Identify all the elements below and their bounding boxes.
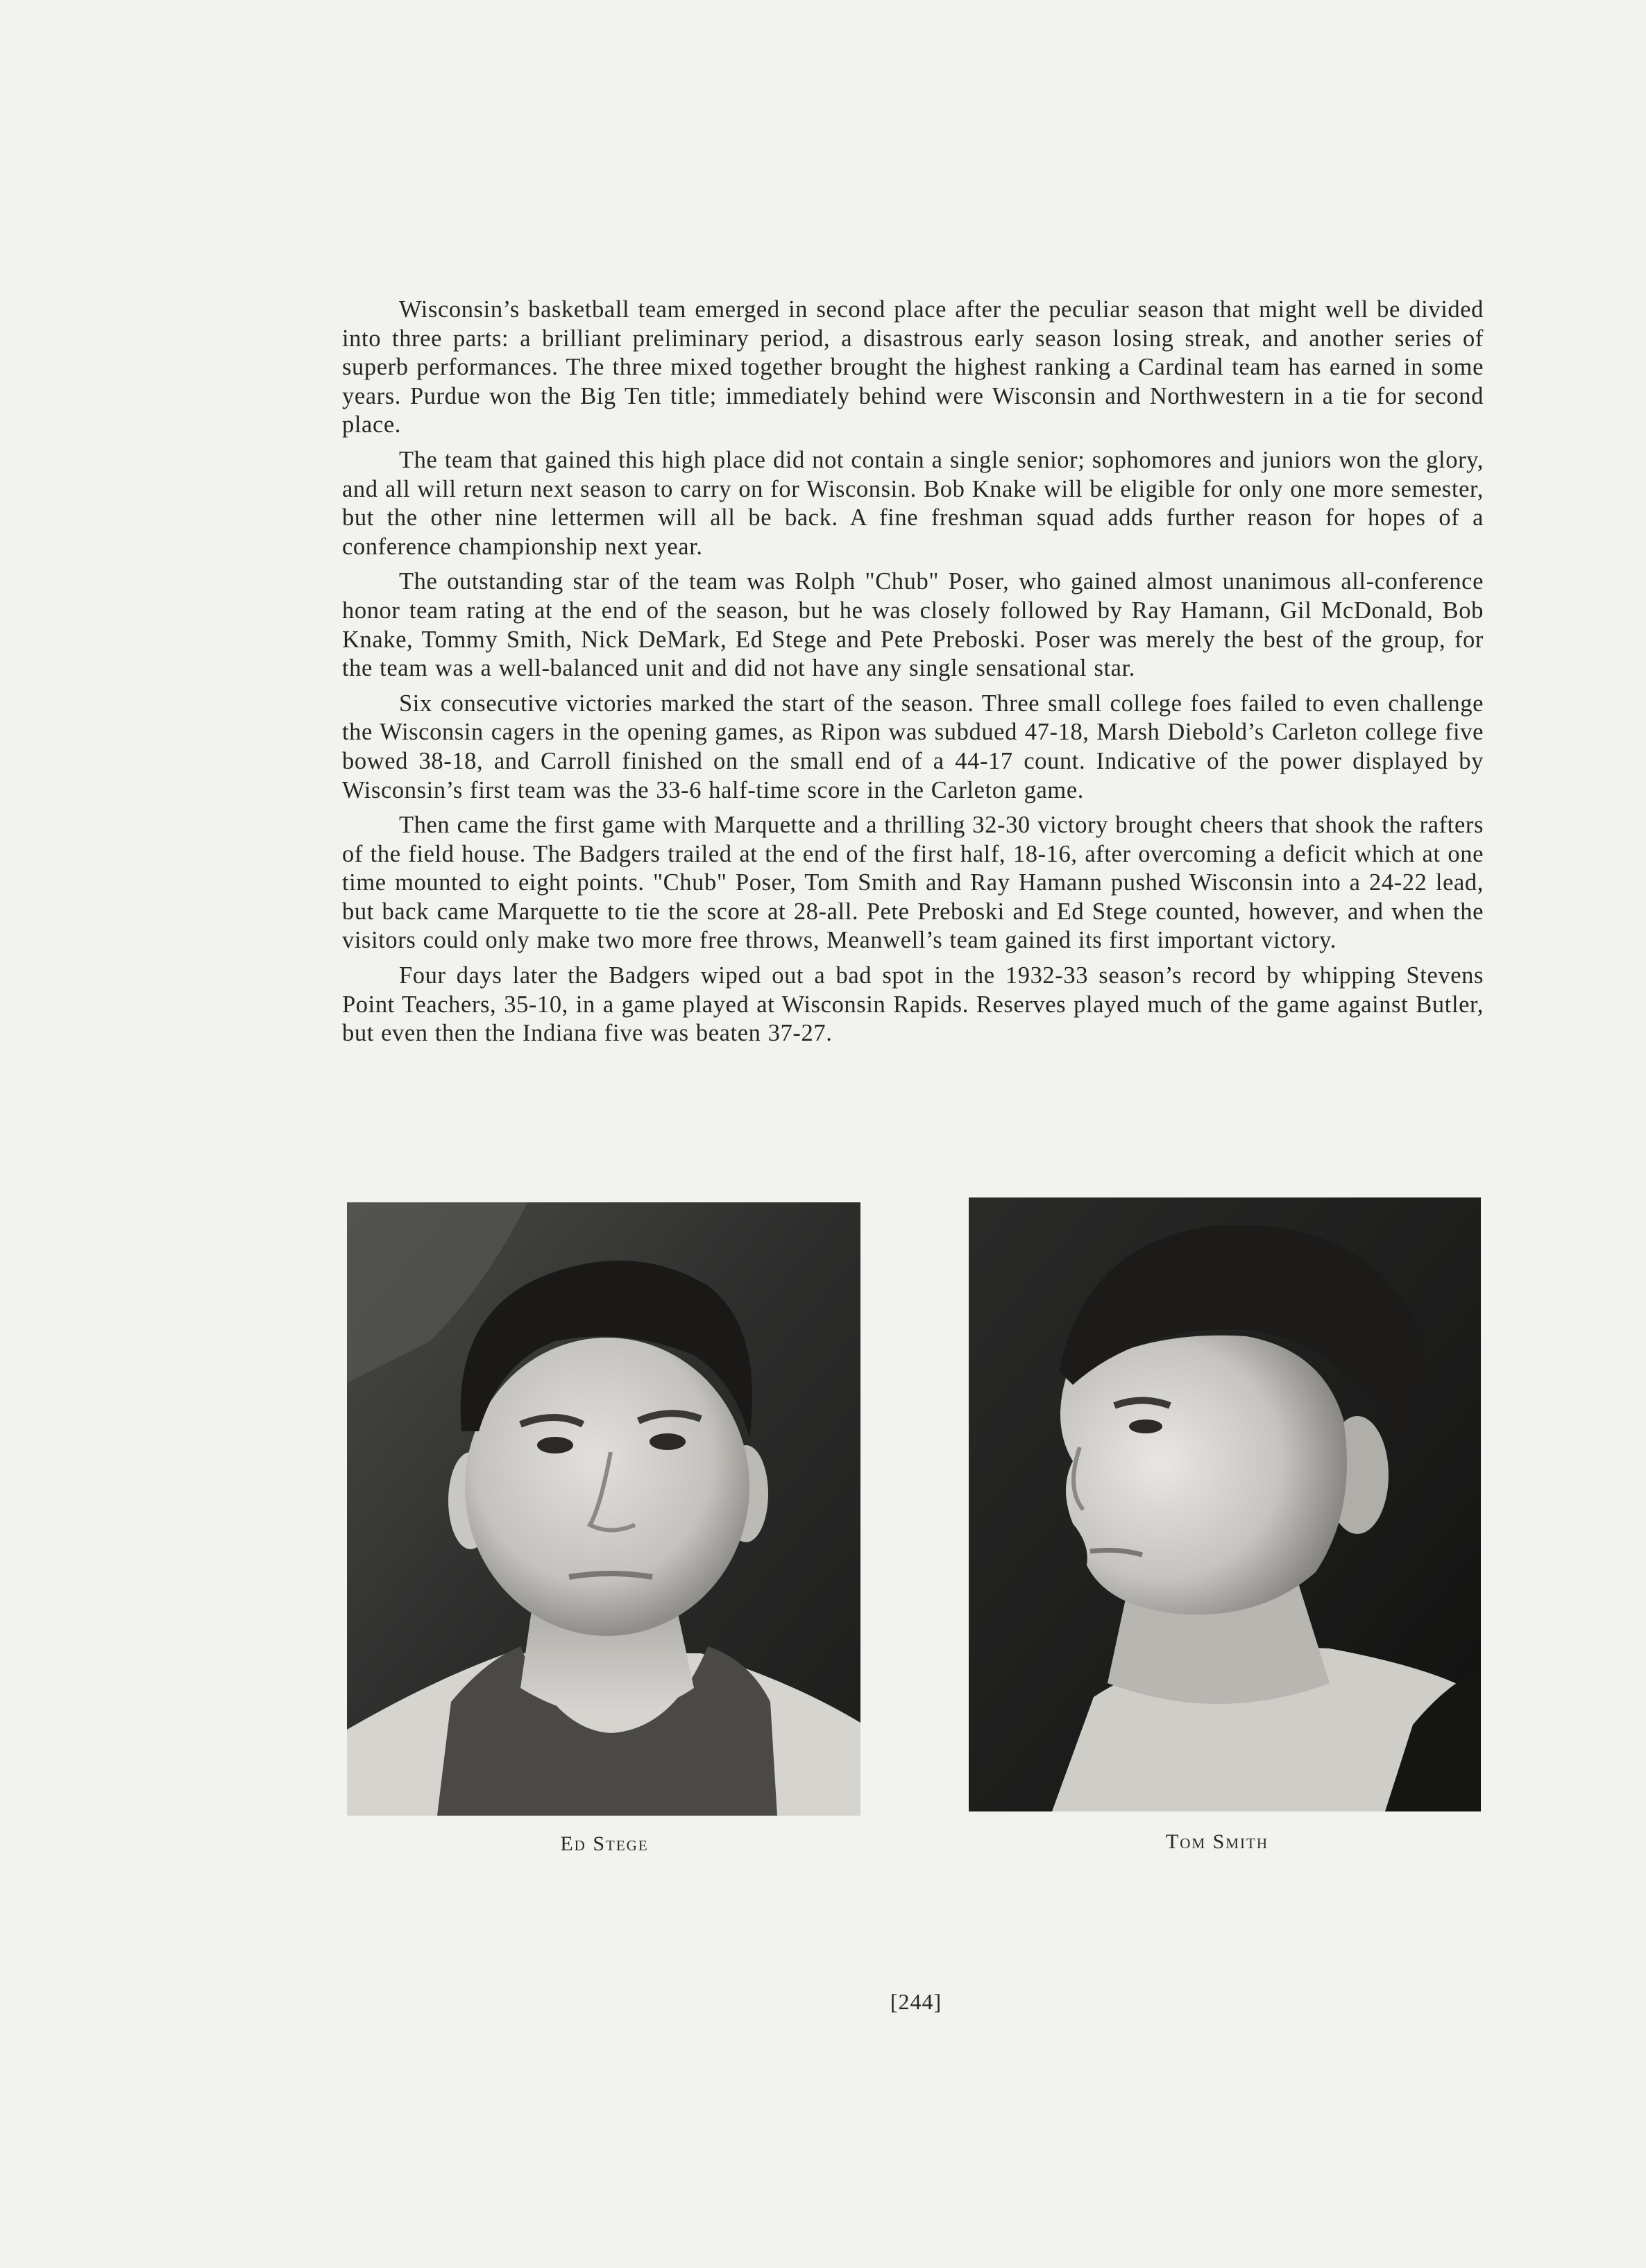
paragraph-6: Four days later the Badgers wiped out a bad spot in the 1932-33 season’s record by whipping Stevens Point Teachers, 35-10, in a game played at Wisconsin Rapids. Reserves played much of the game against Butler, but even then the Indiana five was beaten 37-27.: [342, 962, 1484, 1047]
portrait-photo-tom-smith: [969, 1197, 1481, 1811]
paragraph-1: Wisconsin’s basketball team emerged in second place after the peculiar season that might well be divided into three parts: a brilliant preliminary period, a disastrous early season losing streak, and another series of superb performances. The three mixed together brought the highest ranking a Cardinal team has earned in some years. Purdue won the Big Ten title; immediately behind were Wisconsin and Northwestern in a tie for second place.: [342, 296, 1484, 438]
paragraph-3: The outstanding star of the team was Rolph "Chub" Poser, who gained almost unanimous all-conference honor team rating at the end of the season, but he was closely followed by Ray Hamann, Gil McDonald, Bob Knake, Tommy Smith, Nick DeMark, Ed Stege and Pete Preboski. Poser was merely the best of the group, for the team was a well-balanced unit and did not have any single sensational star.: [342, 568, 1484, 682]
photo-caption-left: Ed Stege: [560, 1832, 649, 1855]
page-number: [244]: [890, 1989, 942, 2014]
article-body: [342, 296, 1484, 1055]
portrait-photo-ed-stege: [347, 1202, 860, 1816]
paragraph-4: Six consecutive victories marked the start of the season. Three small college foes failed to even challenge the Wisconsin cagers in the opening games, as Ripon was subdued 47-18, Marsh Diebold’s Carleton college five bowed 38-18, and Carroll finished on the small end of a 44-17 count. Indicative of the power displayed by Wisconsin’s first team was the 33-6 half-time score in the Carleton game.: [342, 690, 1484, 803]
paragraph-5: Then came the first game with Marquette and a thrilling 32-30 victory brought cheers that shook the rafters of the field house. The Badgers trailed at the end of the first half, 18-16, after overcoming a deficit which at one time mounted to eight points. "Chub" Poser, Tom Smith and Ray Hamann pushed Wisconsin into a 24-22 lead, but back came Marquette to tie the score at 28-all. Pete Preboski and Ed Stege counted, however, and when the visitors could only make two more free throws, Meanwell’s team gained its first important victory.: [342, 812, 1484, 954]
portrait-image: [969, 1197, 1481, 1811]
portrait-image: [347, 1202, 860, 1816]
paragraph-2: The team that gained this high place did not contain a single senior; sophomores and juniors won the glory, and all will return next season to carry on for Wisconsin. Bob Knake will be eligible for only one more semester, but the other nine lettermen will all be back. A fine freshman squad adds further reason for hopes of a conference championship next year.: [342, 446, 1484, 560]
photo-caption-right: Tom Smith: [1165, 1830, 1269, 1853]
